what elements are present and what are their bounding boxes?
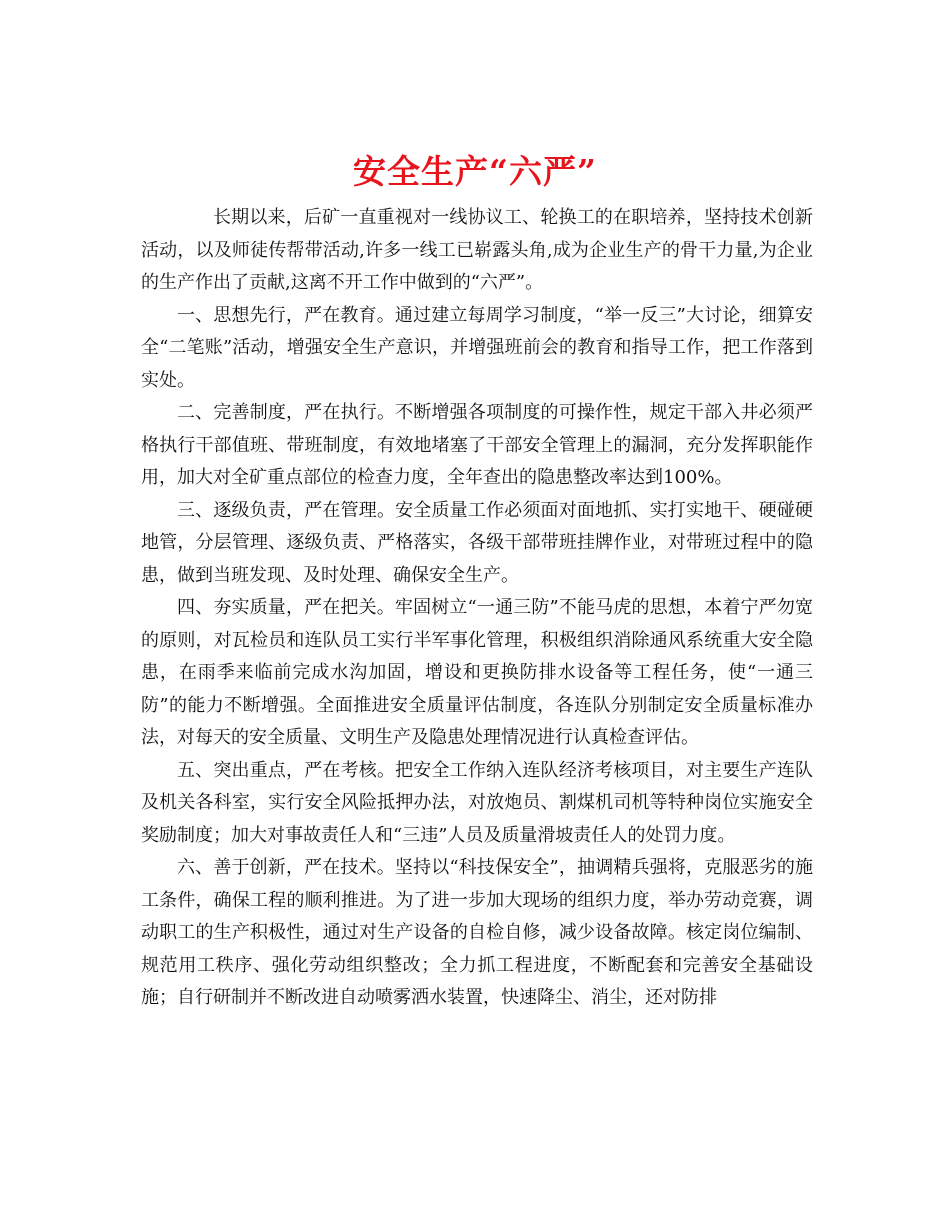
paragraph-intro: 长期以来，后矿一直重视对一线协议工、轮换工的在职培养，坚持技术创新活动，以及师徒传帮带活动,许多一线工已崭露头角,成为企业生产的骨干力量,为企业的生产作出了贡献,这离不开工作中做到的“六严”。 [141,207,813,293]
paragraph-thought-education: 一、思想先行，严在教育。通过建立每周学习制度，“举一反三”大讨论，细算安全“二笔账”活动，增强安全生产意识，并增强班前会的教育和指导工作，把工作落到实处。 [141,304,813,391]
paragraph-innovation-technology: 六、善于创新，严在技术。坚持以“科技保安全”，抽调精兵强将，克服恶劣的施工条件，确保工程的顺利推进。为了进一步加大现场的组织力度，举办劳动竞赛，调动职工的生产积极性，通过对生产设备的自检自修，减少设备故障。核定岗位编制、规范用工秩序、强化劳动组织整改；全力抓工程进度，不断配套和完善安全基础设施；自行研制并不断改进自动喷雾洒水装置，快速降尘、消尘，还对防排 [141,857,813,1008]
paragraph-system-execution: 二、完善制度，严在执行。不断增强各项制度的可操作性，规定干部入井必须严格执行干部值班、带班制度，有效地堵塞了干部安全管理上的漏洞，充分发挥职能作用，加大对全矿重点部位的检查力度，全年查出的隐患整改率达到100%。 [141,402,813,488]
paragraph-responsibility-management: 三、逐级负责，严在管理。安全质量工作必须面对面地抓、实打实地干、硬碰硬地管，分层管理、逐级负责、严格落实，各级干部带班挂牌作业，对带班过程中的隐患，做到当班发现、及时处理、确保安全生产。 [141,499,813,586]
document-title: 安全生产“六严” [353,152,597,192]
document-body [141,202,813,1015]
paragraph-quality-control: 四、夯实质量，严在把关。牢固树立“一通三防”不能马虎的思想，本着宁严勿宽的原则，对瓦检员和连队员工实行半军事化管理，积极组织消除通风系统重大安全隐患，在雨季来临前完成水沟加固，增设和更换防排水设备等工程任务，使“一通三防”的能力不断增强。全面推进安全质量评估制度，各连队分别制定安全质量标准办法，对每天的安全质量、文明生产及隐患处理情况进行认真检查评估。 [141,597,813,748]
paragraph-assessment: 五、突出重点，严在考核。把安全工作纳入连队经济考核项目，对主要生产连队及机关各科室，实行安全风险抵押办法，对放炮员、割煤机司机等特种岗位实施安全奖励制度；加大对事故责任人和“三违”人员及质量滑坡责任人的处罚力度。 [141,759,813,846]
